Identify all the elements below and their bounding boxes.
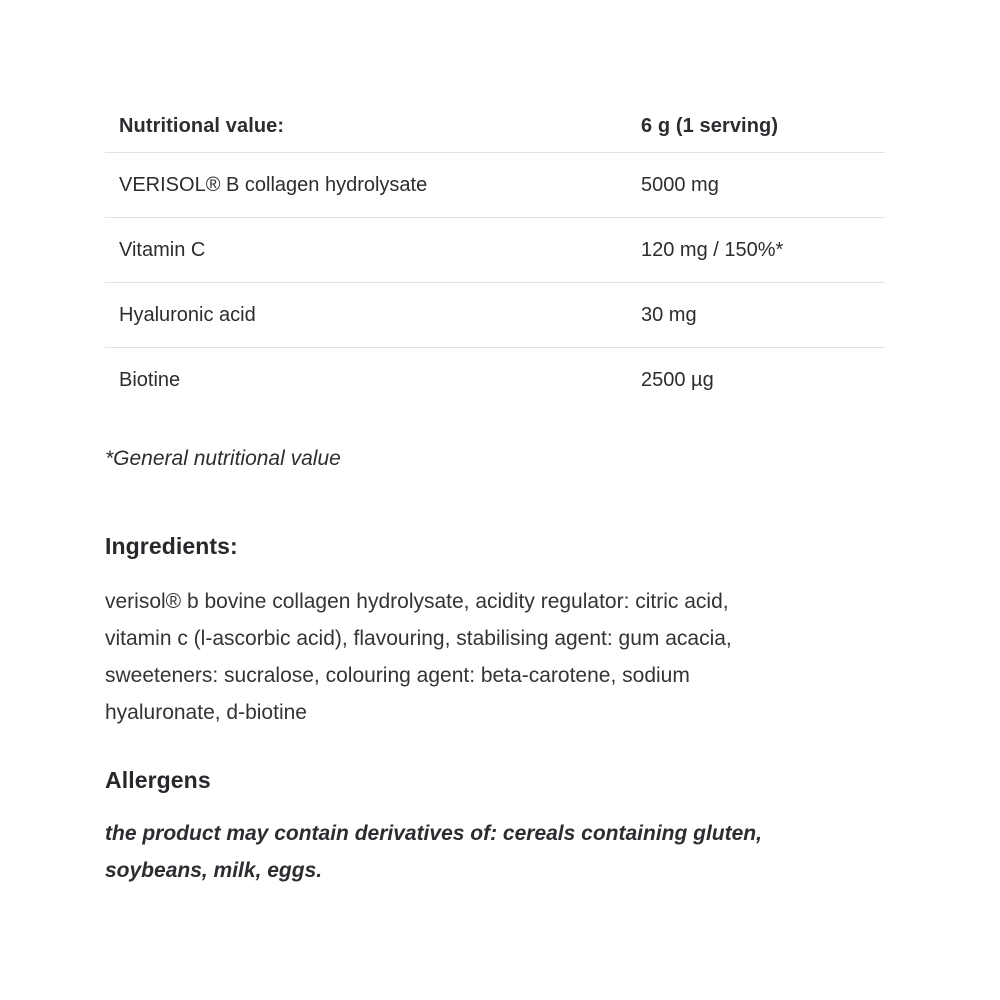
ingredients-line: hyaluronate, d-biotine [105, 701, 307, 724]
nutrition-table-serving-size: 6 g (1 serving) [627, 100, 885, 153]
allergens-text [105, 815, 885, 889]
nutrient-name: Hyaluronic acid [105, 283, 627, 348]
allergens-line: soybeans, milk, eggs. [105, 859, 323, 882]
nutrient-name: Vitamin C [105, 218, 627, 283]
table-row [105, 218, 885, 283]
nutrient-amount: 5000 mg [627, 153, 885, 218]
ingredients-line: verisol® b bovine collagen hydrolysate, acidity regulator: citric acid, [105, 590, 729, 613]
nutrition-table [105, 100, 885, 412]
nutrient-name: VERISOL® B collagen hydrolysate [105, 153, 627, 218]
nutrition-content [105, 100, 885, 889]
nutrition-table-header-row [105, 100, 885, 153]
nutrient-amount: 120 mg / 150%* [627, 218, 885, 283]
table-row [105, 153, 885, 218]
ingredients-line: vitamin c (l-ascorbic acid), flavouring, stabilising agent: gum acacia, [105, 627, 732, 650]
ingredients-heading: Ingredients: [105, 533, 238, 559]
table-row [105, 283, 885, 348]
ingredients-text [105, 583, 885, 731]
nutrition-table-title: Nutritional value: [105, 100, 627, 153]
general-nutritional-value-footnote: *General nutritional value [105, 447, 341, 470]
table-row [105, 348, 885, 413]
allergens-line: the product may contain derivatives of: cereals containing gluten, [105, 822, 762, 845]
nutrient-name: Biotine [119, 368, 181, 391]
nutrient-amount: 30 mg [627, 283, 885, 348]
ingredients-line: sweeteners: sucralose, colouring agent: beta-carotene, sodium [105, 664, 690, 687]
nutrient-amount: 2500 µg [641, 368, 714, 391]
allergens-heading: Allergens [105, 767, 211, 793]
